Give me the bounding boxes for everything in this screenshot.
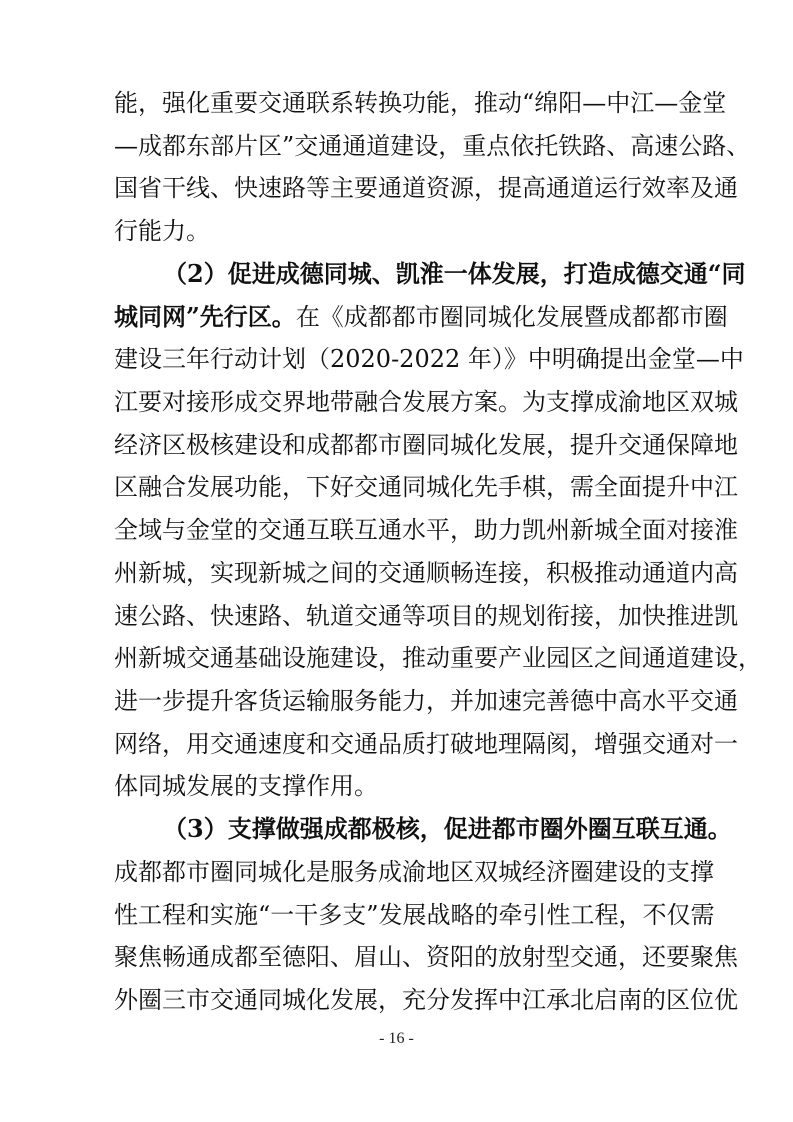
section-heading: （2）促进成德同城、凯淮一体发展，打造成德交通“同 [163,258,746,288]
text-line: 区融合发展功能，下好交通同城化先手棋，需全面提升中江 [114,473,738,502]
text-line: 速公路、快速路、轨道交通等项目的规划衔接，加快推进凯 [114,601,738,630]
text-run: 在《成都都市圈同城化发展暨成都都市圈 [295,302,728,331]
text-line: 行能力。 [114,217,210,246]
text-line: 外圈三市交通同城化发展，充分发挥中江承北启南的区位优 [114,986,738,1014]
text-line: 聚焦畅通成都至德阳、眉山、资阳的放射型交通，还要聚焦 [114,943,738,972]
text-line: 国省干线、快速路等主要通道资源，提高通道运行效率及通 [114,174,738,203]
text-line: 州新城，实现新城之间的交通顺畅连接，积极推动通道内高 [114,558,738,587]
text-line: —成都东部片区”交通通道建设，重点依托铁路、高速公路、 [114,131,751,160]
page-number: - 16 - [379,1030,414,1047]
text-line: 经济区极核建设和成都都市圈同城化发展，提升交通保障地 [114,430,738,459]
section-heading: （3）支撑做强成都极核，促进都市圈外圈互联互通。 [163,814,732,844]
text-line: 成都都市圈同城化是服务成渝地区双城经济圈建设的支撑 [114,857,714,886]
text-line: 全域与金堂的交通互联互通水平，助力凯州新城全面对接淮 [114,516,738,545]
text-line: 能，强化重要交通联系转换功能，推动“绵阳—中江—金堂 [114,89,727,117]
text-line: 网络，用交通速度和交通品质打破地理隔阂，增强交通对一 [114,729,738,758]
text-line: 建设三年行动计划（2020-2022 年）》中明确提出金堂—中 [114,345,744,374]
text-line: 进一步提升客货运输服务能力，并加速完善德中高水平交通 [114,687,738,715]
text-line [114,301,728,332]
text-line: 江要对接形成交界地带融合发展方案。为支撑成渝地区双城 [114,388,738,416]
text-line: 州新城交通基础设施建设，推动重要产业园区之间通道建设， [114,644,762,673]
text-line: 性工程和实施“一干多支”发展战略的牵引性工程，不仅需 [114,900,715,929]
text-line: 体同城发展的支撑作用。 [114,772,378,801]
section-heading-continued: 城同网”先行区。 [114,301,296,331]
